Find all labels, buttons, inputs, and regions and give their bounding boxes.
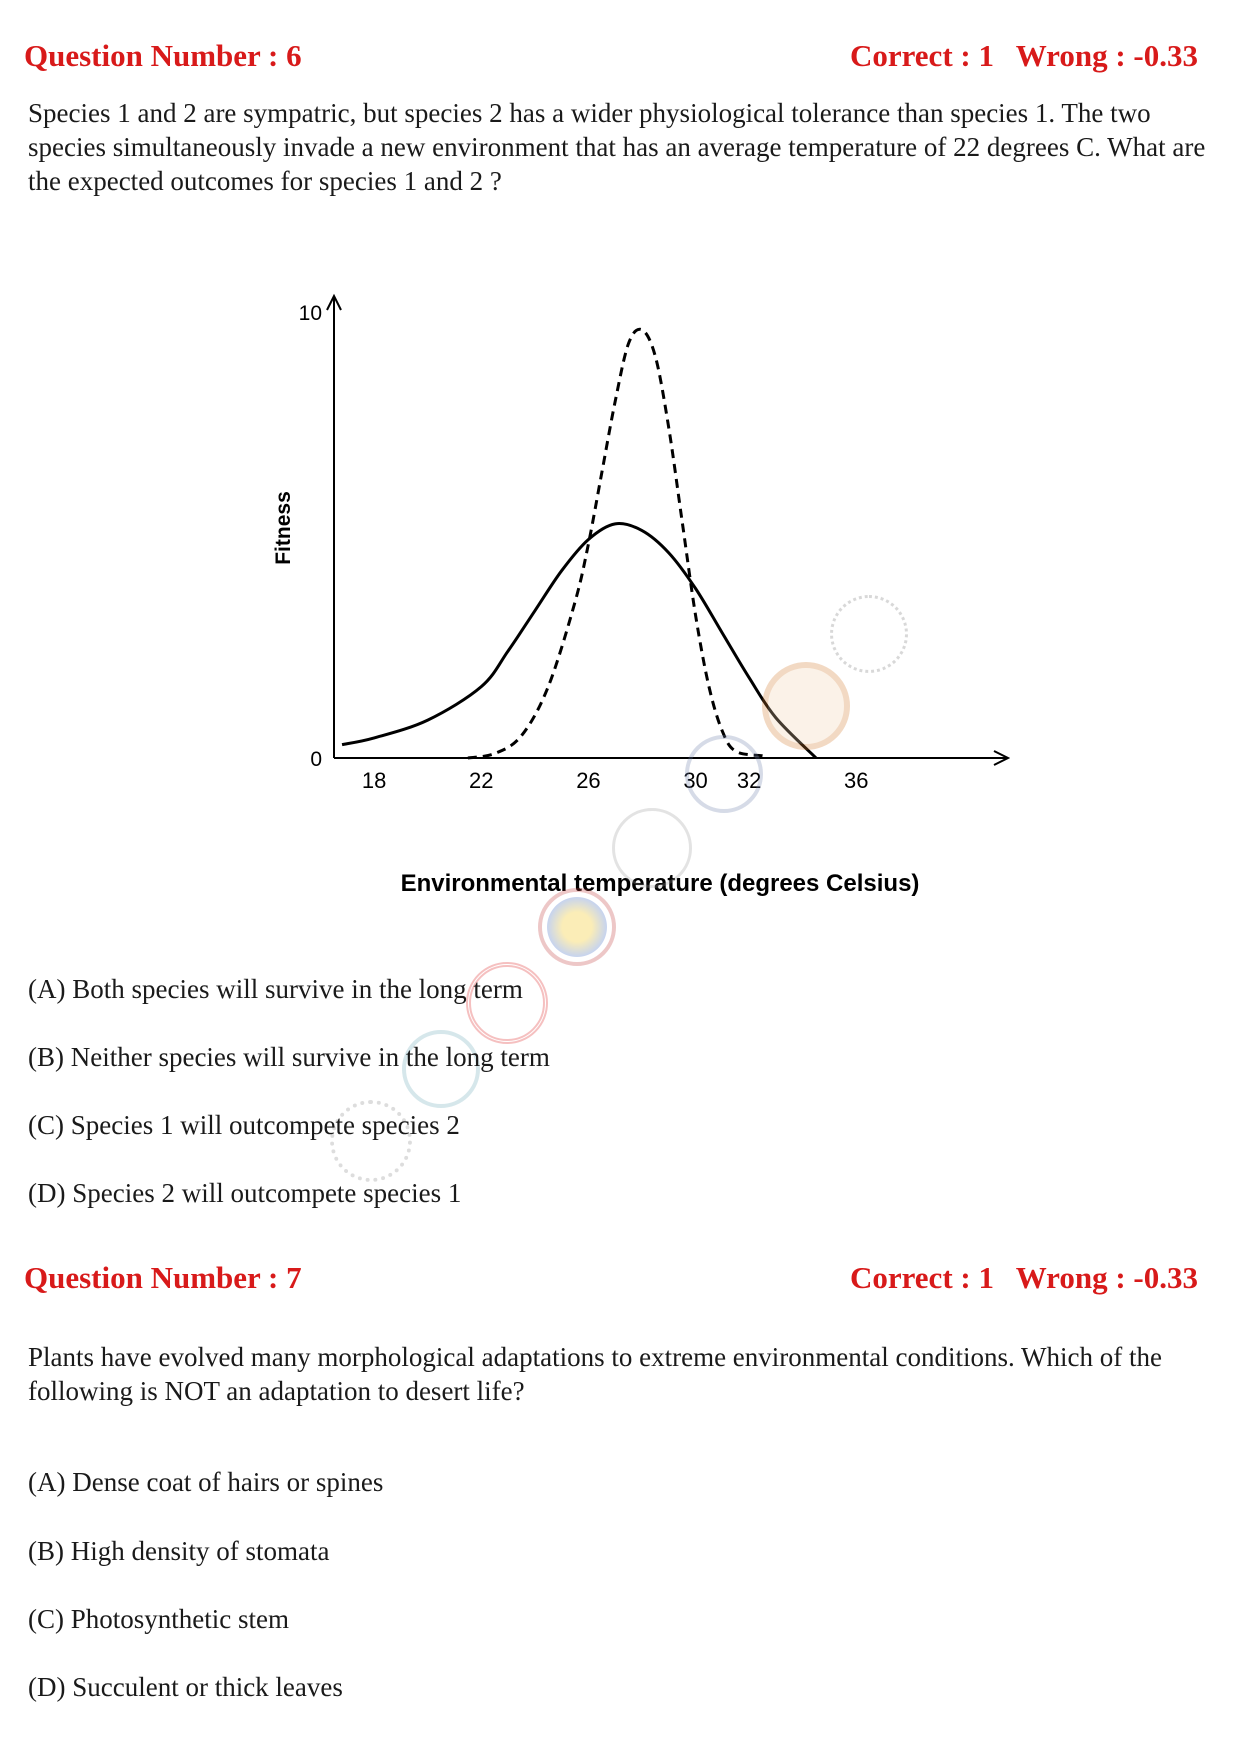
y-tick-label: 0 xyxy=(310,748,322,771)
question-7-header xyxy=(24,1260,1198,1296)
x-tick-label: 18 xyxy=(361,768,387,793)
x-axis-label: Environmental temperature (degrees Celsius) xyxy=(400,870,920,897)
question-6-option-a[interactable]: (A) Both species will survive in the long term xyxy=(28,974,523,1004)
question-7-option-c[interactable]: (C) Photosynthetic stem xyxy=(28,1604,289,1634)
question-6-header xyxy=(24,38,1198,74)
y-axis-label: Fitness xyxy=(272,491,295,565)
question-6-option-c[interactable]: (C) Species 1 will outcompete species 2 xyxy=(28,1110,460,1140)
marking-scheme xyxy=(850,38,1198,74)
question-7-option-b[interactable]: (B) High density of stomata xyxy=(28,1536,330,1566)
question-6-option-d[interactable]: (D) Species 2 will outcompete species 1 xyxy=(28,1178,462,1208)
chart-axes xyxy=(327,296,1008,765)
watermark-seal xyxy=(762,662,850,750)
wrong-marks-label: Wrong : -0.33 xyxy=(1015,38,1198,73)
question-number-label: Question Number : 7 xyxy=(24,1260,302,1295)
x-tick-label: 32 xyxy=(736,768,762,793)
question-number-label: Question Number : 6 xyxy=(24,38,302,73)
y-tick-label: 10 xyxy=(298,302,322,325)
chart-series xyxy=(342,329,816,758)
wrong-marks-label: Wrong : -0.33 xyxy=(1015,1260,1198,1295)
series-dashed-curve xyxy=(468,329,763,758)
marking-scheme xyxy=(850,1260,1198,1296)
correct-marks-label: Correct : 1 xyxy=(849,38,994,73)
question-7-option-a[interactable]: (A) Dense coat of hairs or spines xyxy=(28,1467,384,1497)
question-6-text: Species 1 and 2 are sympatric, but species 2 has a wider physiological tolerance than species 1. The two species simultaneously invade a new environment that has an average temperature of 22 degrees C. What are the expected outcomes for species 1 and 2 ? xyxy=(28,98,1206,196)
watermark-seal xyxy=(538,888,616,966)
watermark-seal xyxy=(830,595,908,673)
x-tick-label: 36 xyxy=(844,768,869,793)
question-7-option-d[interactable]: (D) Succulent or thick leaves xyxy=(28,1672,343,1702)
x-tick-label: 22 xyxy=(469,768,494,793)
watermark-seal xyxy=(612,808,692,888)
question-7-text: Plants have evolved many morphological adaptations to extreme environmental conditions. Which of the following is NOT an adaptation to desert life? xyxy=(28,1342,1162,1406)
watermark-seal xyxy=(685,735,763,813)
question-6-option-b[interactable]: (B) Neither species will survive in the long term xyxy=(28,1042,550,1072)
x-tick-label: 30 xyxy=(683,768,708,793)
x-tick-label: 26 xyxy=(576,768,601,793)
correct-marks-label: Correct : 1 xyxy=(849,1260,994,1295)
series-solid-curve xyxy=(342,523,816,758)
